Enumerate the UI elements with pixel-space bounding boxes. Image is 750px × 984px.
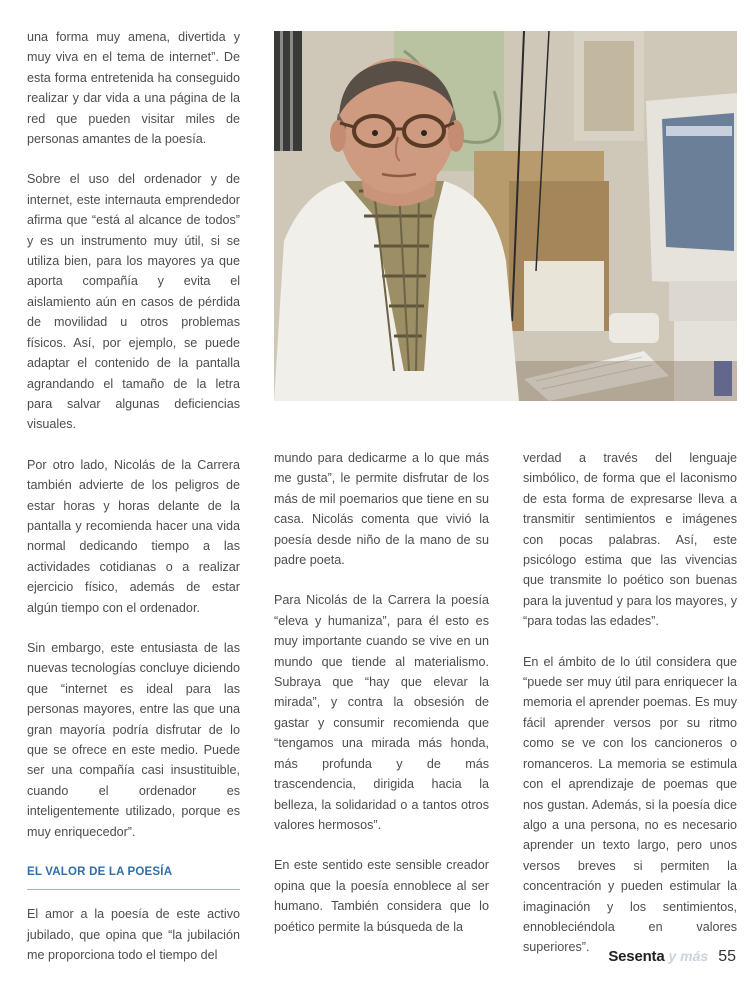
paragraph: una forma muy amena, divertida y muy viva en el tema de internet”. De esta forma entretenida ha conseguido realizar y dar vida a una página de la red que pueden visitar miles de personas amantes de la poesía. xyxy=(27,30,240,147)
paragraph: En este sentido este sensible creador opina que la poesía ennoblece al ser humano. También considera que lo poético permite la búsqueda de la xyxy=(274,858,489,934)
magazine-brand: Sesenta xyxy=(608,948,665,965)
page-footer xyxy=(608,948,736,966)
paragraph: En el ámbito de lo útil considera que “puede ser muy útil para enriquecer la memoria el aprender poemas. Es muy fácil aprender versos por su ritmo como se ve con los cancioneros o romanceros. La memoria se estimula con el aprendizaje de poemas que nos gustan. Además, si la poesía dice algo a una persona, no es necesario aprender un texto largo, pero unos versos breves si permiten la concentración y pueden estimular la imaginación y los sentimientos, ennobleciéndola en valores superiores”. xyxy=(523,654,737,955)
section-heading: EL VALOR DE LA POESÍA xyxy=(27,862,240,890)
paragraph: mundo para dedicarme a lo que más me gusta”, le permite disfrutar de los más de mil poemarios que tiene en su casa. Nicolás comenta que vivió la poesía desde niño de la mano de su padre poeta. xyxy=(274,451,489,568)
paragraph: verdad a través del lenguaje simbólico, de forma que el laconismo de esta forma de expresarse lleva a transmitir sentimientos e imágenes con pocas palabras. Así, este psicólogo estima que las vivencias que transmite lo poético son buenas para la juventud y para los mayores, y “para todas las edades”. xyxy=(523,451,737,629)
paragraph: Para Nicolás de la Carrera la poesía “eleva y humaniza”, para él esto es muy importante cuando se vive en un mundo que tiende al materialismo. Subraya que “hay que elevar la mirada”, y contra la obsesión de gastar y consumir recomienda que “tengamos una mirada más honda, más profunda y de más trascendencia, dirigida hacia la belleza, la solidaridad o a tantos otros valores hermosos”. xyxy=(274,593,489,832)
paragraph: El amor a la poesía de este activo jubilado, que opina que “la jubilación me proporciona todo el tiempo del xyxy=(27,907,240,963)
portrait-photo xyxy=(274,31,737,401)
text-column-2 xyxy=(274,448,489,937)
magazine-brand-accent: y más xyxy=(668,948,709,964)
paragraph: Sin embargo, este entusiasta de las nuevas tecnologías concluye diciendo que “internet es ideal para las personas mayores, entre las que una gran mayoría podría disfrutar de lo que se ofrece en este medio. Puede ser una compañía casi insustituible, cuando el ordenador es inteligentemente utilizado, porque es muy enriquecedor”. xyxy=(27,640,240,839)
paragraph: Sobre el uso del ordenador y de internet, este internauta emprendedor afirma que “está al alcance de todos” y es un instrumento muy útil, si se utiliza bien, para los mayores ya que aporta compañía y evita el aislamiento aún en casos de pérdida de movilidad u otros problemas físicos. Así, por ejemplo, se puede adaptar el contenido de la pantalla agrandando el tamaño de la letra para salvar algunas deficiencias visuales. xyxy=(27,172,240,432)
text-column-3 xyxy=(523,448,737,958)
paragraph: Por otro lado, Nicolás de la Carrera también advierte de los peligros de estar horas y horas delante de la pantalla y recomienda hacer una vida normal dedicando tiempo a las actividades cotidianas o a realizar ejercicio físico, además de estar algún tiempo con el ordenador. xyxy=(27,457,240,615)
text-column-1 xyxy=(27,27,240,966)
page-number: 55 xyxy=(718,948,736,965)
